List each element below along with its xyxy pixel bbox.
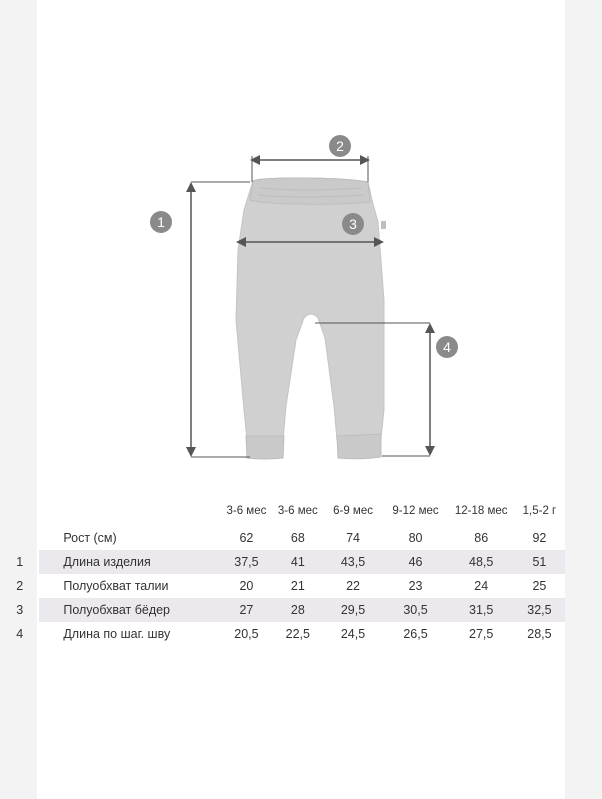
table-cell: 92 (532, 531, 547, 545)
table-cell: 25 (532, 579, 547, 593)
left-cuff (246, 436, 284, 459)
row-label: Длина по шаг. шву (63, 627, 171, 641)
size-header: 6-9 мес (333, 505, 373, 517)
table-cell: 46 (383, 550, 449, 574)
table-cell: 41 (272, 550, 323, 574)
table-cell: 86 (474, 531, 489, 545)
table-row (0, 526, 565, 550)
row-label: Полуобхват бёдер (39, 598, 220, 622)
table-cell: 26,5 (403, 627, 428, 641)
row-label: Полуобхват талии (63, 579, 169, 593)
table-row (0, 622, 565, 646)
table-cell: 43,5 (324, 550, 383, 574)
marker-1 (150, 211, 172, 233)
svg-text:4: 4 (443, 339, 451, 355)
table-row (0, 574, 565, 598)
size-header: 3-6 мес (277, 505, 318, 517)
table-cell: 22,5 (285, 627, 310, 641)
size-header-row (0, 496, 565, 526)
svg-text:2: 2 (336, 138, 344, 154)
right-cuff (337, 434, 381, 459)
size-header: 9-12 мес (392, 505, 439, 517)
table-cell: 24 (474, 579, 489, 593)
table-cell: 28,5 (527, 627, 552, 641)
size-header: 1,5-2 г (522, 505, 557, 517)
marker-3 (342, 213, 364, 235)
table-cell: 22 (346, 579, 360, 593)
marker-2 (329, 135, 351, 157)
marker-4 (436, 336, 458, 358)
table-cell: 24,5 (340, 627, 366, 641)
table-cell: 20,5 (234, 627, 259, 641)
size-header: 3-6 мес (226, 505, 267, 517)
table-cell: 80 (408, 531, 423, 545)
row-label: Рост (см) (63, 531, 117, 545)
svg-text:3: 3 (349, 216, 357, 232)
pants-illustration (236, 178, 384, 440)
table-cell: 27,5 (469, 627, 494, 641)
table-cell: 29,5 (324, 598, 383, 622)
size-header: 12-18 мес (454, 505, 508, 517)
row-number: 1 (16, 555, 24, 569)
table-cell: 74 (346, 531, 360, 545)
row-number (0, 526, 39, 550)
table-cell: 27 (221, 598, 272, 622)
table-cell: 21 (290, 579, 305, 593)
waistband (250, 178, 370, 204)
table-cell: 20 (239, 579, 254, 593)
svg-text:1: 1 (157, 214, 165, 230)
size-table (0, 496, 565, 646)
table-cell: 31,5 (449, 598, 514, 622)
table-row (0, 550, 565, 574)
row-number: 4 (16, 627, 24, 641)
table-cell: 30,5 (383, 598, 449, 622)
table-cell: 28 (272, 598, 323, 622)
table-cell: 48,5 (449, 550, 514, 574)
table-cell: 62 (239, 531, 254, 545)
table-cell: 23 (408, 579, 423, 593)
row-label: Длина изделия (39, 550, 220, 574)
table-row (0, 598, 565, 622)
table-cell: 68 (290, 531, 305, 545)
label-tag (381, 221, 386, 229)
table-cell: 51 (514, 550, 565, 574)
row-number: 3 (16, 603, 24, 617)
table-cell: 37,5 (221, 550, 272, 574)
row-number: 2 (16, 579, 24, 593)
table-cell: 32,5 (514, 598, 565, 622)
